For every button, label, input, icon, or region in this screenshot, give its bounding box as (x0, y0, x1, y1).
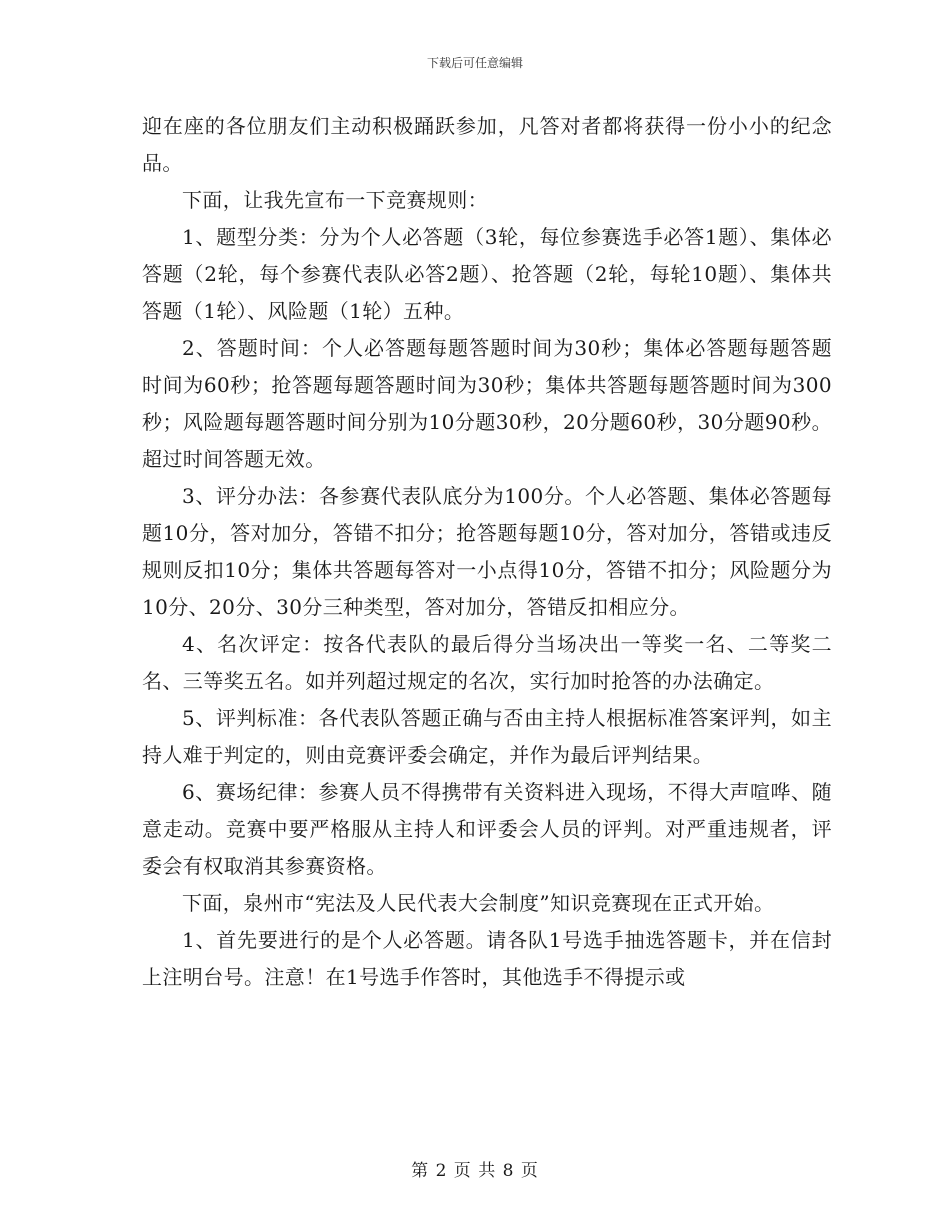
paragraph-round-1: 1、首先要进行的是个人必答题。请各队1号选手抽选答题卡，并在信封上注明台号。注意！在1号选手作答时，其他选手不得提示或 (142, 928, 832, 989)
paragraph-start: 下面，泉州市“宪法及人民代表大会制度”知识竞赛现在正式开始。 (182, 891, 775, 915)
page-footer: 第 2 页 共 8 页 (411, 1161, 539, 1181)
paragraph-rules-intro: 下面，让我先宣布一下竞赛规则： (182, 188, 488, 212)
paragraph-rule-6: 6、赛场纪律：参赛人员不得携带有关资料进入现场，不得大声喧哗、随意走动。竞赛中要严格服从主持人和评委会人员的评判。对严重违规者，评委会有权取消其参赛资格。 (142, 780, 832, 878)
paragraph-rule-4: 4、名次评定：按各代表队的最后得分当场决出一等奖一名、二等奖二名、三等奖五名。如并列超过规定的名次，实行加时抢答的办法确定。 (142, 632, 832, 693)
paragraph-rule-3: 3、评分办法：各参赛代表队底分为100分。个人必答题、集体必答题每题10分，答对加分，答错不扣分；抢答题每题10分，答对加分，答错或违反规则反扣10分；集体共答题每答对一小点得10分，答错不扣分；风险题分为10分、20分、30分三种类型，答对加分，答错反扣相应分。 (142, 484, 832, 619)
page-header: 下载后可任意编辑 (426, 56, 523, 70)
paragraph-rule-1: 1、题型分类：分为个人必答题（3轮，每位参赛选手必答1题）、集体必答题（2轮，每个参赛代表队必答2题）、抢答题（2轮，每轮10题）、集体共答题（1轮）、风险题（1轮）五种。 (142, 225, 832, 323)
paragraph-rule-2: 2、答题时间：个人必答题每题答题时间为30秒；集体必答题每题答题时间为60秒；抢答题每题答题时间为30秒；集体共答题每题答题时间为300秒；风险题每题答题时间分别为10分题30秒，20分题60秒，30分题90秒。超过时间答题无效。 (142, 336, 832, 471)
paragraph-rule-5: 5、评判标准：各代表队答题正确与否由主持人根据标准答案评判，如主持人难于判定的，则由竞赛评委会确定，并作为最后评判结果。 (142, 706, 832, 767)
document-body (142, 108, 832, 996)
paragraph-continued: 迎在座的各位朋友们主动积极踊跃参加，凡答对者都将获得一份小小的纪念品。 (142, 114, 832, 175)
